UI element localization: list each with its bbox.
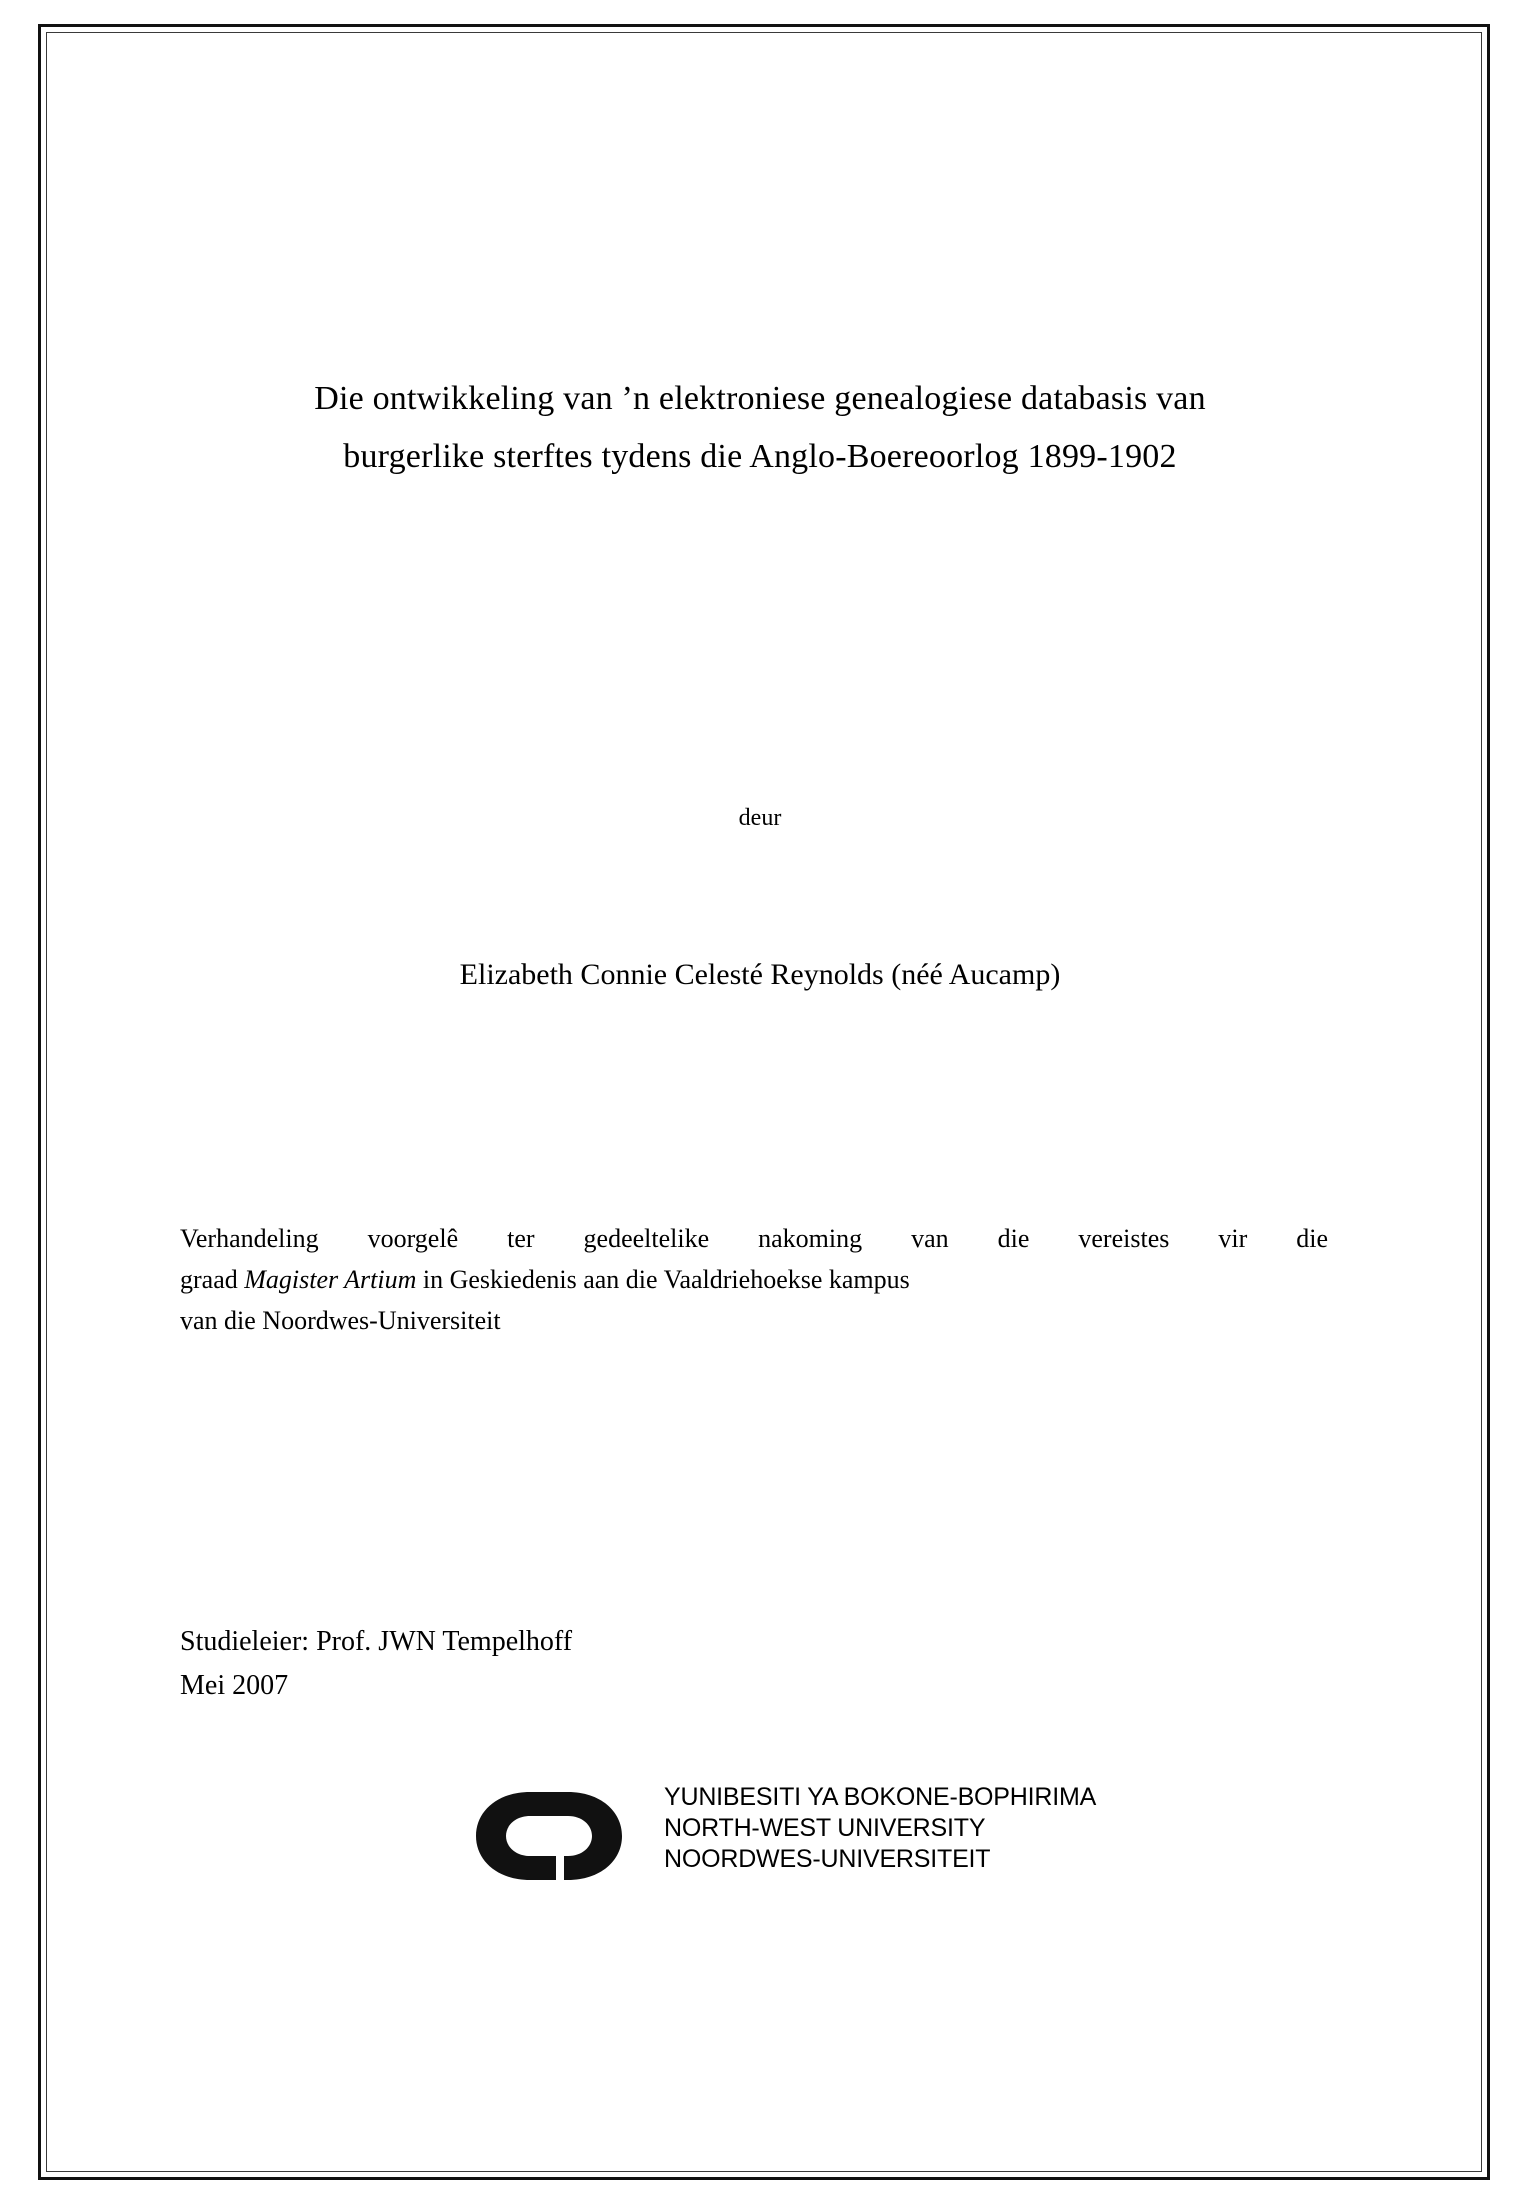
by-label: deur xyxy=(738,805,782,831)
supervisor-block xyxy=(180,1620,572,1708)
logo-text-line-2: NORTH-WEST UNIVERSITY xyxy=(664,1814,986,1842)
author-name: Elizabeth Connie Celesté Reynolds (néé Aucamp) xyxy=(459,958,1061,991)
logo-text-line-1: YUNIBESITI YA BOKONE-BOPHIRIMA xyxy=(664,1783,1097,1811)
degree-statement-line-2 xyxy=(180,1259,1328,1300)
degree-statement-line-2-prefix: graad xyxy=(180,1265,245,1294)
university-logo xyxy=(468,1782,1148,1892)
document-title xyxy=(180,370,1340,486)
north-west-university-logo-mark-icon xyxy=(468,1786,658,1886)
logo-text-line-3: NOORDWES-UNIVERSITEIT xyxy=(664,1845,991,1873)
degree-statement xyxy=(180,1218,1328,1341)
degree-name: Magister Artium xyxy=(244,1265,417,1294)
university-logo-text xyxy=(664,1782,1096,1875)
degree-statement-line-2-suffix: in Geskiedenis aan die Vaaldriehoekse kampus xyxy=(416,1265,910,1294)
degree-statement-line-1: Verhandeling voorgelê ter gedeeltelike nakoming van die vereistes vir die xyxy=(180,1224,1328,1253)
title-line-2: burgerlike sterftes tydens die Anglo-Boereoorlog 1899-1902 xyxy=(343,438,1177,475)
title-line-1: Die ontwikkeling van ’n elektroniese genealogiese databasis van xyxy=(314,380,1206,417)
title-page-content xyxy=(180,0,1340,2206)
submission-date: Mei 2007 xyxy=(180,1670,289,1701)
supervisor-name: Studieleier: Prof. JWN Tempelhoff xyxy=(180,1626,573,1657)
degree-statement-line-3: van die Noordwes-Universiteit xyxy=(180,1306,501,1335)
